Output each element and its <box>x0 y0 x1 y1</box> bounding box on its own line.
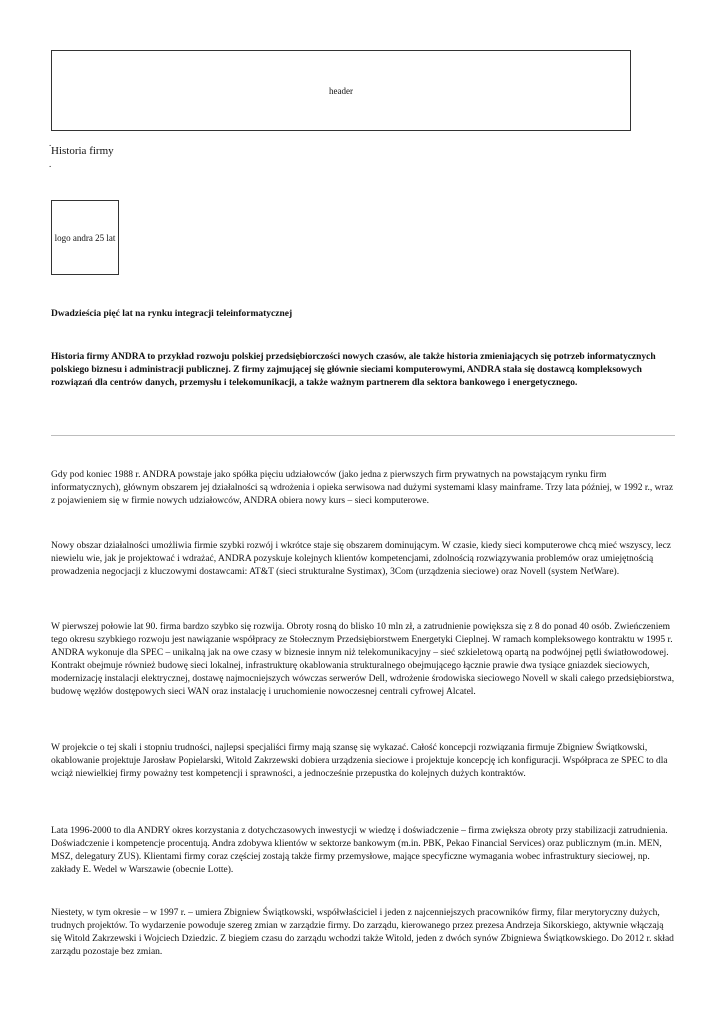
logo-image <box>51 200 119 275</box>
bullet-dot: . <box>49 138 52 148</box>
history-paragraph-2: Nowy obszar działalności umożliwia firmie szybki rozwój i wkrótce staje się obszarem dominującym. W czasie, kiedy sieci komputerowe chcą mieć wszyscy, lecz niewielu wie, jak je projektować i wdrażać, ANDRA pozyskuje kolejnych klientów kompetencjami, zdolnością rozwiązywania problemów oraz umiejętnością prowadzenia negocjacji z kluczowymi dostawcami: AT&T (sieci strukturalne Systimax), 3Com (urządzenia sieciowe) oraz Novell (system NetWare). <box>51 541 672 577</box>
history-paragraph-3: W pierwszej połowie lat 90. firma bardzo szybko się rozwija. Obroty rosną do blisko 10 mln zł, a zatrudnienie powiększa się z 8 do ponad 40 osób. Zwieńczeniem tego okresu szybkiego rozwoju jest nawiązanie współpracy ze Stołecznym Przedsiębiorstwem Energetyki Cieplnej. W ramach kompleksowego kontraktu w 1995 r. ANDRA wykonuje dla SPEC – unikalną jak na owe czasy w biznesie innym niż telekomunikacyjny – sieć szkieletową opartą na podwójnej pętli światłowodowej. Kontrakt obejmuje również budowę sieci lokalnej, infrastrukturę okablowania strukturalnego obejmującego łącznie prawie dwa tysiące gniazdek sieciowych, modernizację instalacji elektrycznej, dostawę najmocniejszych wówczas serwerów Dell, wdrożenie środowiska sieciowego Novell w skali całego przedsiębiorstwa, budowę węzłów dostępowych sieci WAN oraz instalację i uruchomienie nowoczesnej centrali cyfrowej Alcatel. <box>51 622 675 697</box>
lead-paragraph: Historia firmy ANDRA to przykład rozwoju polskiej przedsiębiorczości nowych czasów, ale także historia zmieniających się potrzeb informatycznych polskiego biznesu i administracji publicznej. Z firmy zajmującej się głównie sieciami komputerowymi, ANDRA stała się dostawcą kompleksowych rozwiązań dla centrów danych, przemysłu i telekomunikacji, a także ważnym partnerem dla sektora bankowego i energetycznego. <box>51 352 656 388</box>
header-label: header <box>329 85 353 96</box>
history-paragraph-6: Niestety, w tym okresie – w 1997 r. – umiera Zbigniew Świątkowski, współwłaściciel i jeden z najcenniejszych pracowników firmy, filar merytoryczny dużych, trudnych projektów. To wydarzenie powoduje szereg zmian w zarządzie firmy. Do zarządu, kierowanego przez prezesa Andrzeja Sikorskiego, aktywnie włączają się Witold Zakrzewski i Wojciech Dziedzic. Z biegiem czasu do zarządu wchodzi także Witold, jeden z dwóch synów Zbigniewa Świątkowskiego. Do 2012 r. skład zarządu pozostaje bez zmian. <box>51 908 674 957</box>
history-paragraph-5: Lata 1996-2000 to dla ANDRY okres korzystania z dotychczasowych inwestycji w wiedzę i doświadczenie – firma zwiększa obroty przy stabilizacji zatrudnienia. Doświadczenie i kompetencje procentują. Andra zdobywa klientów w sektorze bankowym (m.in. PBK, Pekao Financial Services) oraz publicznym (m.in. MEN, MSZ, delegatury ZUS). Klientami firmy coraz częściej zostają także firmy przemysłowe, mające specyficzne wymagania wobec infrastruktury sieciowej, np. zakłady E. Wedel w Warszawie (obecnie Lotte). <box>51 826 668 875</box>
breadcrumb-historia-firmy[interactable]: Historia firmy <box>51 145 114 157</box>
divider <box>51 435 675 436</box>
header-placeholder <box>51 50 631 131</box>
logo-alt-text: logo andra 25 lat <box>54 232 116 243</box>
page-subtitle: Dwadzieścia pięć lat na rynku integracji teleinformatycznej <box>51 309 293 319</box>
history-paragraph-4: W projekcie o tej skali i stopniu trudności, najlepsi specjaliści firmy mają szansę się wykazać. Całość koncepcji rozwiązania firmuje Zbigniew Świątkowski, okablowanie projektuje Jarosław Popielarski, Witold Zakrzewski dobiera urządzenia sieciowe i projektuje koncepcję ich konfiguracji. Współpraca ze SPEC to dla wciąż niewielkiej firmy poważny test kompetencji i sprawności, a jednocześnie przepustka do kolejnych dużych kontraktów. <box>51 743 668 779</box>
history-paragraph-1: Gdy pod koniec 1988 r. ANDRA powstaje jako spółka pięciu udziałowców (jako jedna z pierwszych firm prywatnych na powstającym rynku firm informatycznych), głównym obszarem jej działalności są wdrożenia i opieka serwisowa nad dużymi systemami klasy mainframe. Trzy lata później, w 1992 r., wraz z pojawieniem się w firmie nowych udziałowców, ANDRA obiera nowy kurs – sieci komputerowe. <box>51 470 674 506</box>
bullet-dot: . <box>49 159 52 169</box>
